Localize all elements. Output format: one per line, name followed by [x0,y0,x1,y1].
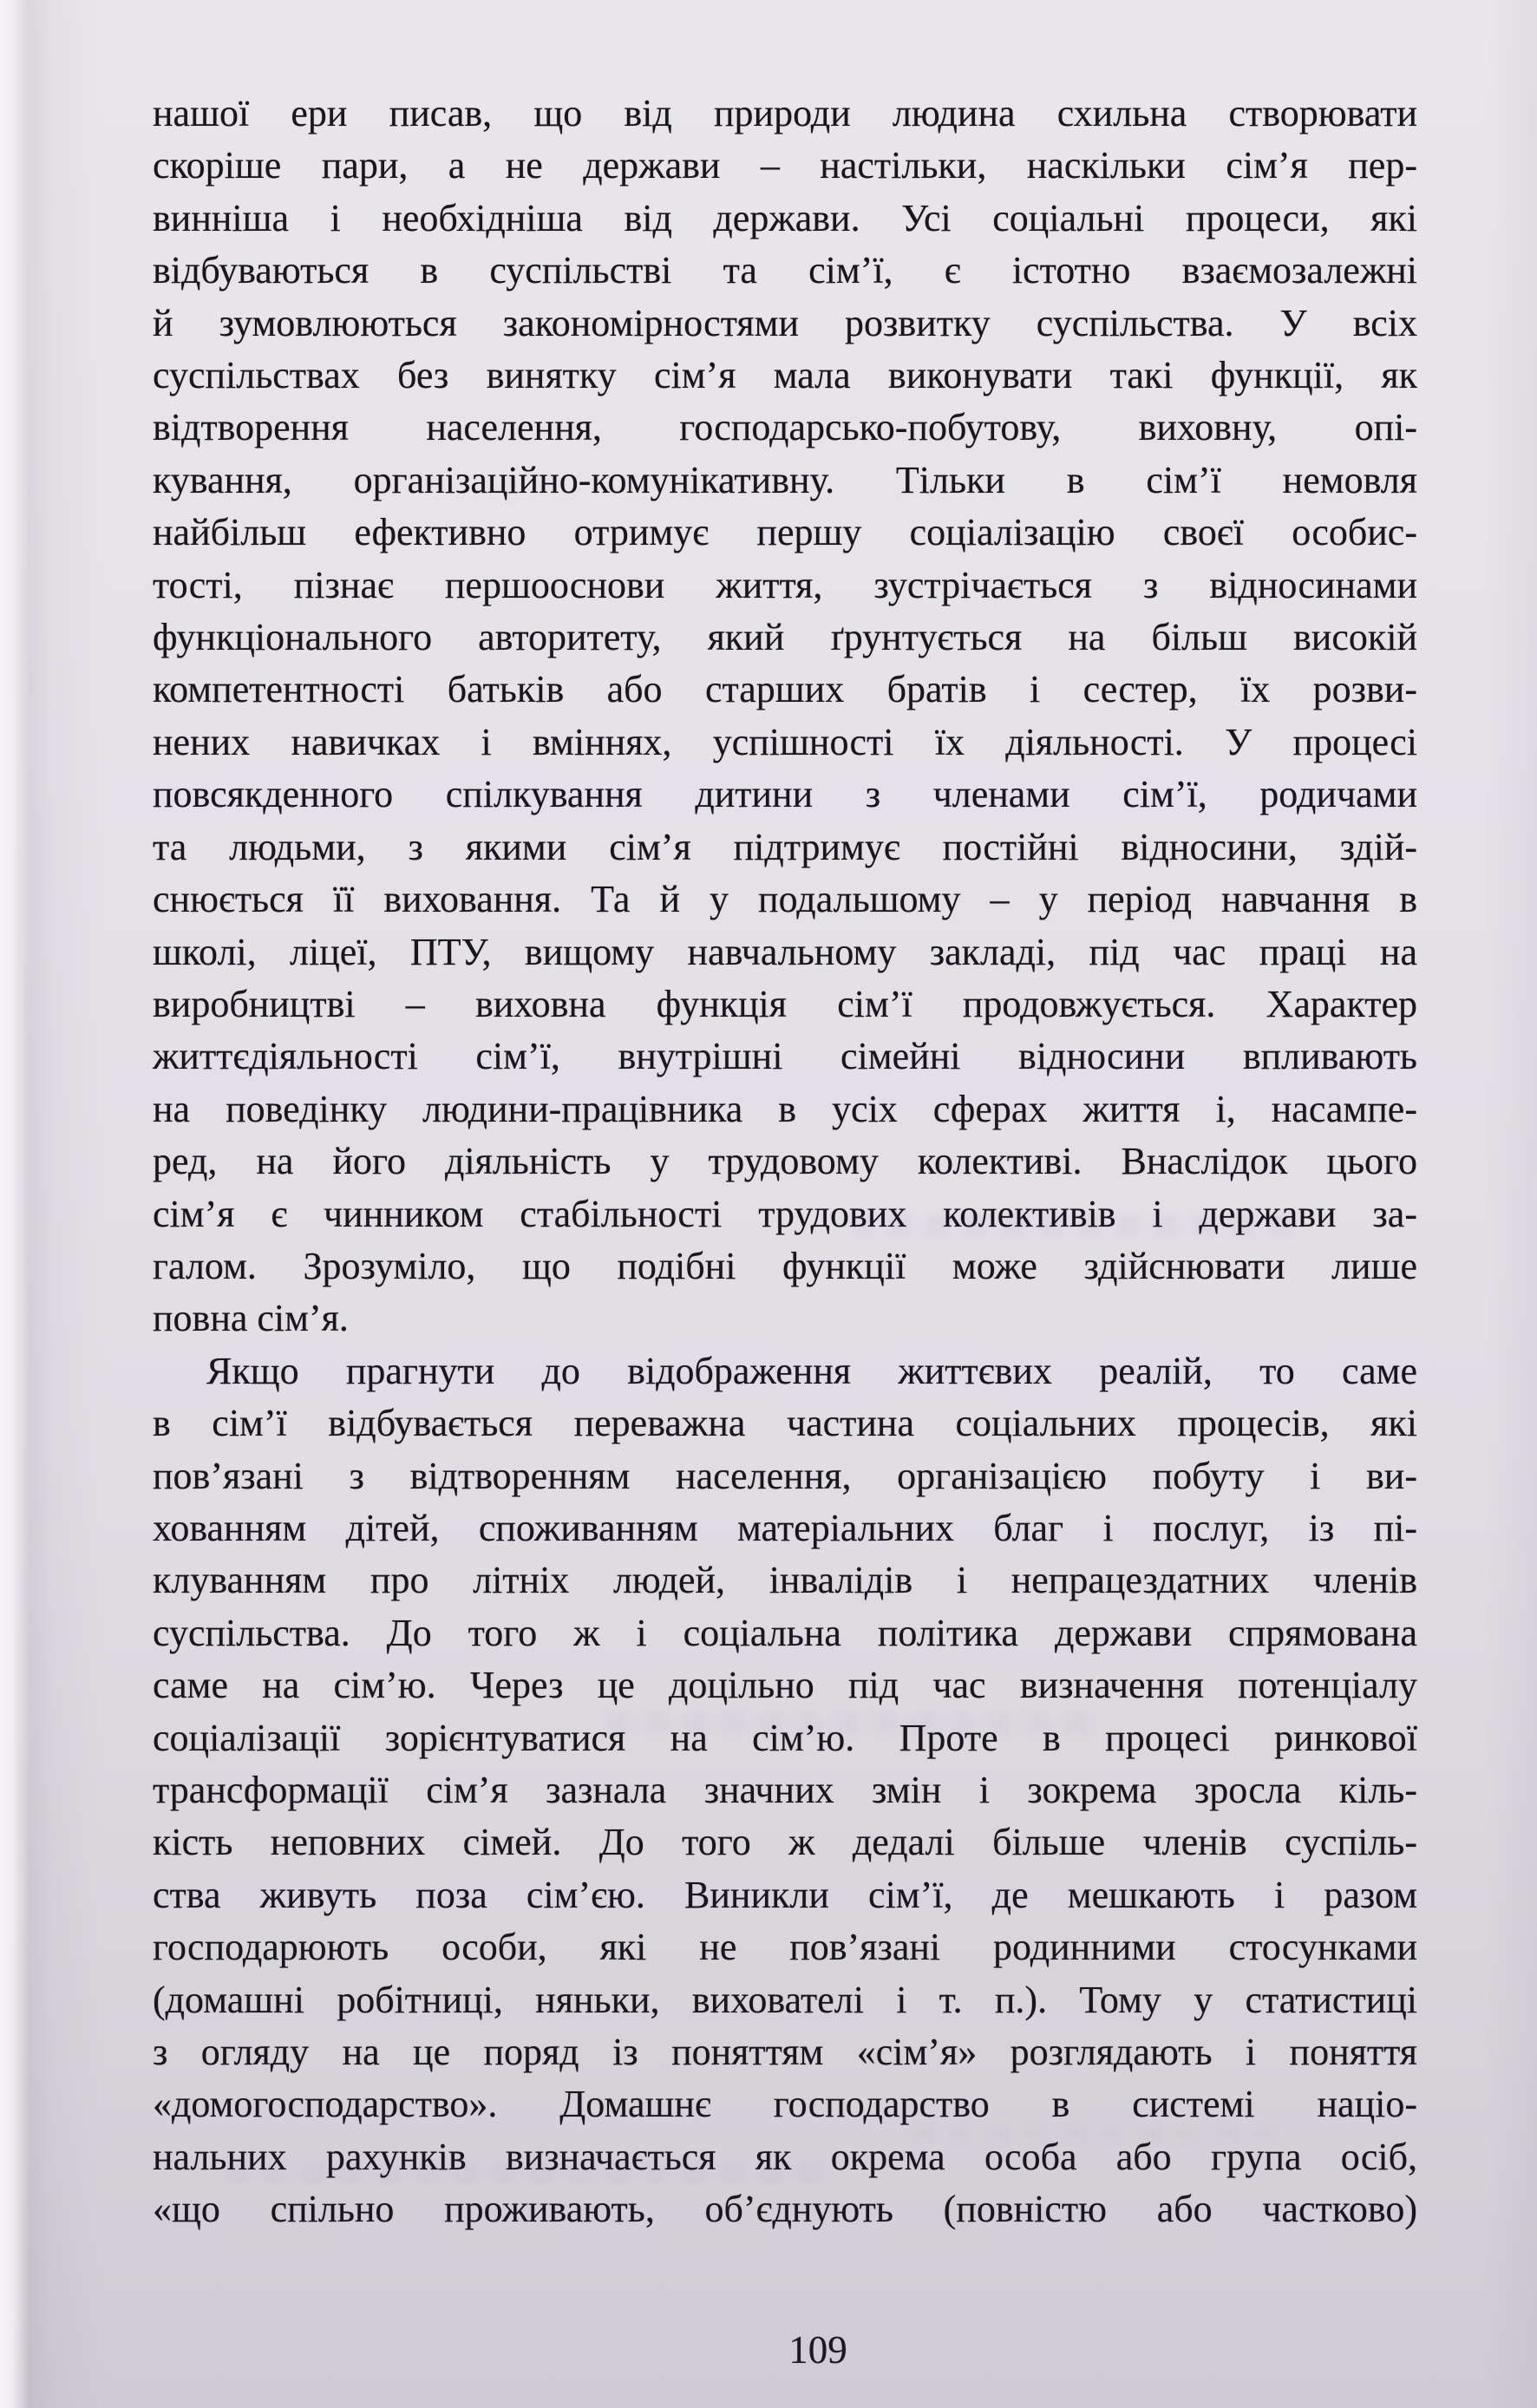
text-line: повсякденного спілкування дитини з членами сім’ї, родичами [153,773,1417,816]
body-text-block [153,88,1417,2236]
text-line: Якщо прагнути до відображення життєвих реалій, то саме [206,1349,1417,1392]
text-line: функціонального авторитету, який ґрунтується на більш високій [153,616,1417,659]
text-line: життєдіяльності сім’ї, внутрішні сімейні відносини впливають [153,1035,1417,1078]
text-line: «домогосподарство». Домашнє господарство в системі націо- [153,2083,1417,2126]
text-line: суспільствах без винятку сім’я мала виконувати такі функції, як [153,354,1417,397]
page-number: 109 [788,2328,847,2372]
text-line: компетентності батьків або старших братів і сестер, їх розви- [153,668,1417,711]
text-line: з огляду на це поряд із поняттям «сім’я» розглядають і поняття [153,2031,1417,2074]
text-line: кування, організаційно-комунікативну. Тільки в сім’ї немовля [153,458,1417,501]
text-line: винніша і необхідніша від держави. Усі соціальні процеси, які [153,196,1417,239]
text-line: тості, пізнає першооснови життя, зустрічається з відносинами [153,563,1417,606]
text-line: відтворення населення, господарсько-побутову, виховну, опі- [153,406,1417,449]
text-line: та людьми, з якими сім’я підтримує постійні відносини, здій- [153,825,1417,868]
text-line: сім’я є чинником стабільності трудових колективів і держави за- [153,1192,1417,1235]
text-line: галом. Зрозуміло, що подібні функції може здійснювати лише [153,1244,1417,1287]
page-right-edge-shading [1485,0,1537,2408]
text-line: суспільства. До того ж і соціальна політика держави спрямована [153,1611,1417,1654]
text-line: нальних рахунків визначається як окрема особа або група осіб, [153,2135,1417,2178]
text-line: снюється її виховання. Та й у подальшому – у період навчання в [153,878,1417,921]
paragraph [153,1345,1417,2236]
text-line: хованням дітей, споживанням матеріальних благ і послуг, із пі- [153,1506,1417,1549]
text-line: трансформації сім’я зазнала значних змін і зокрема зросла кіль- [153,1769,1417,1811]
text-line: саме на сім’ю. Через це доцільно під час визначення потенціалу [153,1664,1417,1707]
text-line: виробництві – виховна функція сім’ї продовжується. Характер [153,982,1417,1025]
text-line: найбільш ефективно отримує першу соціалізацію своєї особис- [153,511,1417,554]
text-line: господарюють особи, які не пов’язані родинними стосунками [153,1926,1417,1969]
text-line: відбуваються в суспільстві та сім’ї, є істотно взаємозалежні [153,249,1417,292]
text-line: на поведінку людини-працівника в усіх сферах життя і, насампе- [153,1087,1417,1130]
text-line: соціалізації зорієнтуватися на сім’ю. Проте в процесі ринкової [153,1716,1417,1759]
page-left-edge-shading [0,0,104,2408]
text-line: нених навичках і вміннях, успішності їх діяльності. У процесі [153,720,1417,763]
text-line: повна сім’я. [153,1297,349,1340]
text-line: ства живуть поза сім’єю. Виникли сім’ї, де мешкають і разом [153,1873,1417,1916]
text-line: ред, на його діяльність у трудовому колективі. Внаслідок цього [153,1140,1417,1183]
text-line: кість неповних сімей. До того ж дедалі більше членів суспіль- [153,1821,1417,1864]
text-line: нашої ери писав, що від природи людина схильна створювати [153,92,1417,134]
text-line: пов’язані з відтворенням населення, організацією побуту і ви- [153,1454,1417,1497]
text-line: в сім’ї відбувається переважна частина соціальних процесів, які [153,1402,1417,1445]
paragraph [153,88,1417,1345]
text-line: школі, ліцеї, ПТУ, вищому навчальному закладі, під час праці на [153,930,1417,973]
text-line: й зумовлюються закономірностями розвитку суспільства. У всіх [153,301,1417,344]
text-line: клуванням про літніх людей, інвалідів і непрацездатних членів [153,1559,1417,1602]
text-line: (домашні робітниці, няньки, вихователі і т. п.). Тому у статистиці [153,1978,1417,2021]
text-line: скоріше пари, а не держави – настільки, наскільки сім’я пер- [153,144,1417,187]
text-line: «що спільно проживають, об’єднують (повністю або частково) [153,2188,1417,2231]
